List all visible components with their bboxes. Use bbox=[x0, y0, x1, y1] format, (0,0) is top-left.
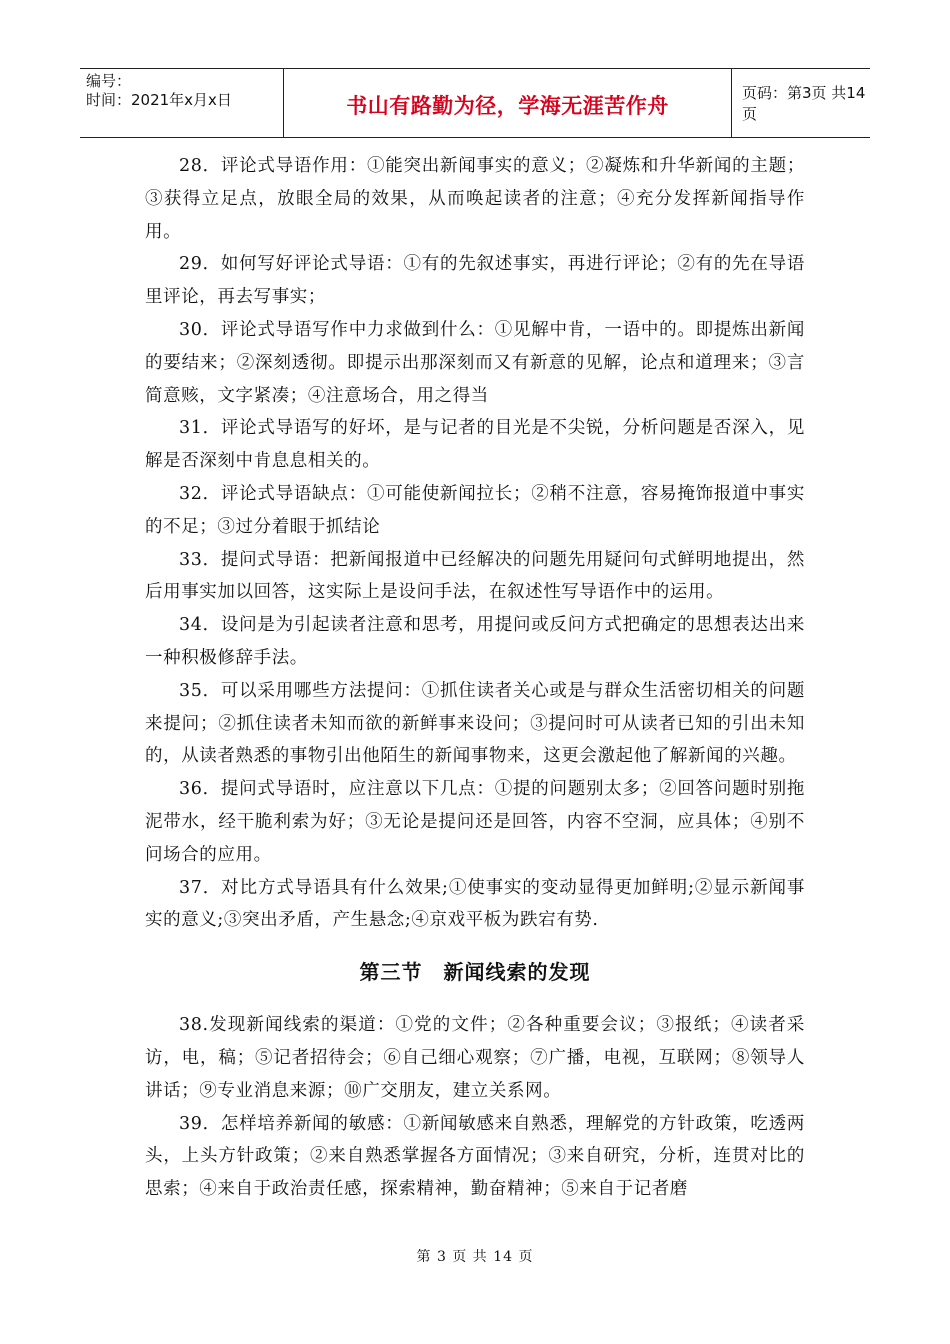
header-page-cell bbox=[732, 69, 870, 137]
paragraph: 30．评论式导语写作中力求做到什么：①见解中肯，一语中的。即提炼出新闻的要结来；②深刻透彻。即提示出那深刻而又有新意的见解，论点和道理来；③言简意赅，文字紧凑；④注意场合，用之得当 bbox=[145, 319, 805, 406]
paragraph: 31．评论式导语写的好坏，是与记者的目光是不尖锐，分析问题是否深入，见解是否深刻中肯息息相关的。 bbox=[145, 418, 805, 472]
motto: 书山有路勤为径，学海无涯苦作舟 bbox=[346, 94, 669, 118]
document-body bbox=[145, 150, 805, 1206]
paragraph: 37．对比方式导语具有什么效果;①使事实的变动显得更加鲜明;②显示新闻事实的意义;③突出矛盾，产生悬念;④京戏平板为跌宕有势. bbox=[145, 877, 805, 931]
page-info: 页码：第3页 共14页 bbox=[742, 84, 866, 123]
header-motto-cell bbox=[284, 69, 732, 137]
page-footer: 第 3 页 共 14 页 bbox=[416, 1249, 534, 1265]
paragraph: 35．可以采用哪些方法提问：①抓住读者关心或是与群众生活密切相关的问题来提问；②抓住读者未知而欲的新鲜事来设问；③提问时可从读者已知的引出未知的，从读者熟悉的事物引出他陌生的新闻事物来，这更会激起他了解新闻的兴趣。 bbox=[145, 680, 805, 767]
paragraph: 39．怎样培养新闻的敏感：①新闻敏感来自熟悉，理解党的方针政策，吃透两头，上头方针政策；②来自熟悉掌握各方面情况；③来自研究，分析，连贯对比的思索；④来自于政治责任感，探索精神，勤奋精神；⑤来自于记者磨 bbox=[145, 1113, 805, 1200]
paragraph: 33．提问式导语：把新闻报道中已经解决的问题先用疑问句式鲜明地提出，然后用事实加以回答，这实际上是设问手法，在叙述性写导语作中的运用。 bbox=[145, 549, 805, 603]
paragraph: 38.发现新闻线索的渠道：①党的文件；②各种重要会议；③报纸；④读者采访，电，稿；⑤记者招待会；⑥自己细心观察；⑦广播，电视，互联网；⑧领导人讲话；⑨专业消息来源；⑩广交朋友，建立关系网。 bbox=[145, 1015, 805, 1101]
page-header bbox=[80, 68, 870, 138]
header-meta-cell bbox=[80, 69, 284, 137]
section-title: 第三节 新闻线索的发现 bbox=[359, 960, 591, 985]
serial-label: 编号： bbox=[86, 72, 132, 90]
paragraph: 29．如何写好评论式导语：①有的先叙述事实，再进行评论；②有的先在导语里评论，再去写事实； bbox=[145, 254, 805, 308]
date-label: 时间：2021年x月x日 bbox=[86, 91, 232, 109]
paragraph: 32．评论式导语缺点：①可能使新闻拉长；②稍不注意，容易掩饰报道中事实的不足；③过分着眼于抓结论 bbox=[145, 483, 805, 537]
paragraph: 34．设问是为引起读者注意和思考，用提问或反问方式把确定的思想表达出来一种积极修辞手法。 bbox=[145, 615, 805, 668]
paragraph: 36．提问式导语时，应注意以下几点：①提的问题别太多；②回答问题时别拖泥带水，经干脆利索为好；③无论是提问还是回答，内容不空洞，应具体；④别不问场合的应用。 bbox=[145, 779, 805, 865]
paragraph: 28．评论式导语作用：①能突出新闻事实的意义；②凝炼和升华新闻的主题；③获得立足点，放眼全局的效果，从而唤起读者的注意；④充分发挥新闻指导作用。 bbox=[145, 156, 805, 242]
